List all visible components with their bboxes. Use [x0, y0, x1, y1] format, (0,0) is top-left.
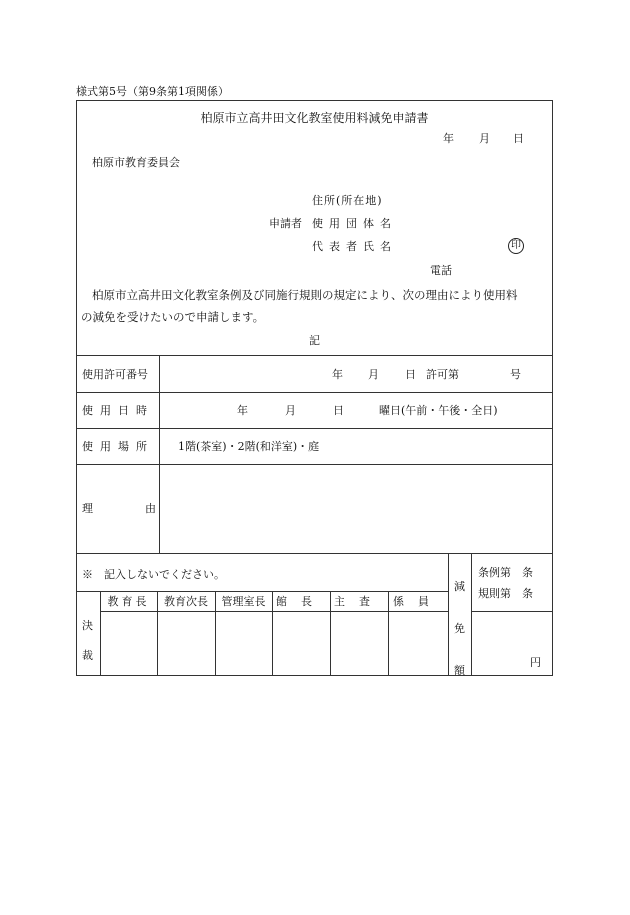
date-year: 年: [443, 132, 454, 145]
ordinance-article: 条例第 条: [478, 566, 533, 579]
permit-year: 年: [332, 368, 343, 381]
use-datetime-label: 使用日時: [82, 404, 154, 417]
use-year: 年: [237, 404, 248, 417]
date-month: 月: [479, 132, 490, 145]
yen-unit: 円: [530, 656, 541, 669]
decision-label: 決裁: [82, 619, 93, 662]
permit-no-suffix: 号: [510, 368, 521, 381]
use-place-label: 使用場所: [82, 440, 154, 453]
note-mark: 記: [309, 334, 320, 347]
rep-name-label: 代表者氏名: [312, 240, 397, 253]
reduction-amount-label: 減免額: [454, 580, 465, 677]
office-divider: [76, 591, 448, 592]
applicant-label: 申請者: [269, 217, 302, 230]
approver-director: 館長: [276, 595, 326, 608]
form-number: 様式第5号（第9条第1項関係）: [76, 85, 229, 98]
address-label: [312, 195, 409, 206]
body-text-line1: 柏原市立高井田文化教室条例及び同施行規則の規定により、次の理由により使用料: [92, 288, 518, 302]
org-name-label: 使用団体名: [312, 217, 397, 230]
office-divider: [471, 553, 472, 676]
regulation-article: 規則第 条: [478, 587, 533, 600]
office-use-notice: ※ 記入しないでください。: [82, 568, 225, 581]
row-divider: [76, 553, 553, 554]
approver-deputy-chief: 教育次長: [164, 595, 208, 608]
use-place-value: 1階(茶室)・2階(和洋室)・庭: [178, 440, 320, 453]
approver-education-chief: 教育長: [107, 595, 150, 608]
office-divider: [100, 611, 448, 612]
body-text-line2: の減免を受けたいので申請します。: [81, 310, 265, 324]
permit-month: 月: [368, 368, 379, 381]
label-column-divider: [159, 355, 160, 553]
office-divider: [448, 553, 449, 676]
form-title: 柏原市立高井田文化教室使用料減免申請書: [200, 111, 429, 125]
permit-no-prefix: 許可第: [426, 368, 459, 381]
address-label-text: 住所(所在地): [312, 194, 383, 207]
row-divider: [76, 392, 553, 393]
permit-number-label: 使用許可番号: [82, 368, 148, 381]
office-divider: [471, 611, 553, 612]
seal-mark: 印: [508, 238, 524, 254]
reason-label: 理由: [82, 502, 208, 515]
row-divider: [76, 428, 553, 429]
row-divider: [76, 355, 553, 356]
approver-supervisor: 主査: [334, 595, 384, 608]
phone-label: 電話: [430, 264, 452, 277]
use-weekday: 曜日(午前・午後・全日): [379, 404, 498, 417]
approver-staff: 係員: [393, 595, 443, 608]
permit-day: 日: [405, 368, 416, 381]
row-divider: [76, 464, 553, 465]
use-day: 日: [333, 404, 344, 417]
date-day: 日: [513, 132, 524, 145]
addressee: 柏原市教育委員会: [92, 156, 180, 169]
use-month: 月: [285, 404, 296, 417]
approver-office-manager: 管理室長: [221, 595, 266, 608]
